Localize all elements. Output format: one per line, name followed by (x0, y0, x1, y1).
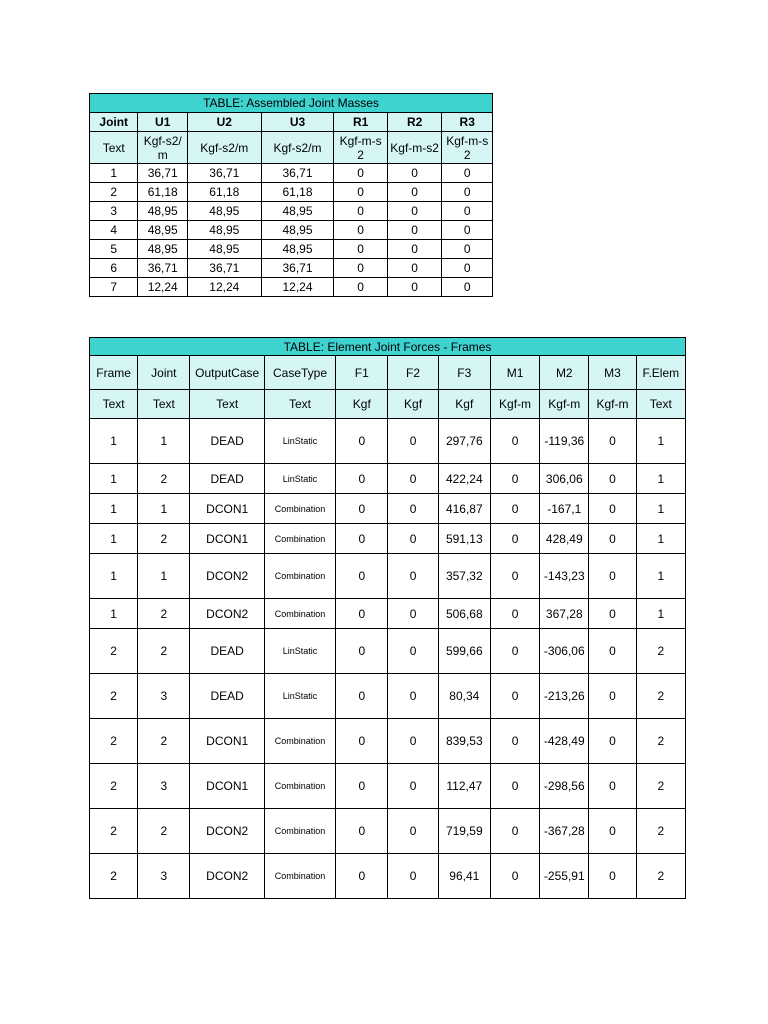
table-cell: 2 (636, 719, 685, 764)
table-cell: 0 (589, 719, 636, 764)
table-cell: -167,1 (540, 494, 589, 524)
table-cell: 0 (490, 809, 539, 854)
table-cell: 0 (490, 494, 539, 524)
table-cell: -119,36 (540, 419, 589, 464)
table-row (90, 764, 686, 809)
table-cell: -213,26 (540, 674, 589, 719)
table-cell: 0 (442, 221, 493, 240)
table-cell: 0 (388, 494, 438, 524)
column-unit: Kgf (336, 390, 388, 419)
column-header: R3 (442, 113, 493, 132)
table-cell: 2 (636, 629, 685, 674)
column-header: Joint (138, 356, 190, 390)
table-cell: 0 (387, 240, 442, 259)
table-cell: LinStatic (264, 674, 335, 719)
table-row (90, 259, 493, 278)
table-cell: 48,95 (138, 202, 187, 221)
table-cell: 48,95 (187, 202, 261, 221)
table-cell: 80,34 (438, 674, 490, 719)
table-cell: 0 (388, 719, 438, 764)
table-cell: 2 (90, 809, 138, 854)
table-cell: -298,56 (540, 764, 589, 809)
table-cell: 0 (336, 719, 388, 764)
assembled-joint-masses-table (89, 93, 493, 297)
table-cell: -143,23 (540, 554, 589, 599)
table-cell: 367,28 (540, 599, 589, 629)
table-cell: 839,53 (438, 719, 490, 764)
table-cell: 48,95 (138, 221, 187, 240)
table-cell: 0 (490, 464, 539, 494)
table-title-row (90, 338, 686, 356)
table-cell: Combination (264, 524, 335, 554)
table-cell: 0 (388, 524, 438, 554)
table-cell: -367,28 (540, 809, 589, 854)
table-cell: 2 (90, 183, 138, 202)
table-cell: 0 (490, 854, 539, 899)
table-cell: -255,91 (540, 854, 589, 899)
table-cell: 428,49 (540, 524, 589, 554)
table-cell: 0 (388, 764, 438, 809)
table-cell: 357,32 (438, 554, 490, 599)
table-cell: 2 (90, 854, 138, 899)
header-row (90, 113, 493, 132)
table-cell: 48,95 (187, 221, 261, 240)
table-row (90, 674, 686, 719)
table-row (90, 599, 686, 629)
table-cell: 0 (589, 674, 636, 719)
column-unit: Text (264, 390, 335, 419)
table-cell: DCON1 (190, 494, 264, 524)
table-cell: 0 (336, 854, 388, 899)
table-cell: 0 (589, 809, 636, 854)
table-row (90, 419, 686, 464)
table-cell: 61,18 (261, 183, 334, 202)
table-cell: 0 (336, 764, 388, 809)
table-cell: Combination (264, 854, 335, 899)
table-cell: DCON2 (190, 599, 264, 629)
table-cell: 1 (138, 554, 190, 599)
table-cell: 0 (442, 202, 493, 221)
table-cell: 61,18 (138, 183, 187, 202)
table-cell: DCON2 (190, 809, 264, 854)
units-row (90, 390, 686, 419)
table-cell: 0 (388, 554, 438, 599)
column-header: CaseType (264, 356, 335, 390)
column-unit: Kgf-m (540, 390, 589, 419)
table-cell: 0 (334, 183, 388, 202)
table-cell: 416,87 (438, 494, 490, 524)
table-title: TABLE: Assembled Joint Masses (90, 94, 493, 113)
element-joint-forces-table (89, 337, 686, 899)
table-cell: -306,06 (540, 629, 589, 674)
table-cell: 2 (636, 764, 685, 809)
table-cell: 0 (334, 221, 388, 240)
table-row (90, 240, 493, 259)
table-cell: LinStatic (264, 629, 335, 674)
table-cell: 0 (388, 629, 438, 674)
table-row (90, 221, 493, 240)
table-cell: 422,24 (438, 464, 490, 494)
table-cell: 0 (387, 278, 442, 297)
table-cell: 1 (636, 419, 685, 464)
table-cell: 0 (589, 629, 636, 674)
table-cell: 0 (490, 629, 539, 674)
table-row (90, 202, 493, 221)
table-cell: 48,95 (138, 240, 187, 259)
table-cell: 0 (336, 554, 388, 599)
table-cell: 36,71 (187, 259, 261, 278)
table-cell: 0 (589, 494, 636, 524)
table-cell: 0 (388, 674, 438, 719)
table-cell: Combination (264, 809, 335, 854)
table-cell: 0 (589, 854, 636, 899)
table-cell: 12,24 (187, 278, 261, 297)
table-cell: 48,95 (261, 240, 334, 259)
table-cell: 2 (90, 764, 138, 809)
table-title-row (90, 94, 493, 113)
table-cell: 1 (636, 599, 685, 629)
table-cell: 12,24 (138, 278, 187, 297)
table-cell: 1 (90, 494, 138, 524)
table-cell: 2 (90, 674, 138, 719)
table-cell: 0 (442, 259, 493, 278)
table-cell: 0 (336, 674, 388, 719)
table-cell: 1 (636, 554, 685, 599)
table-cell: 0 (442, 183, 493, 202)
table-cell: Combination (264, 554, 335, 599)
units-row (90, 132, 493, 164)
table-cell: 0 (387, 259, 442, 278)
column-unit: Text (190, 390, 264, 419)
table-cell: 1 (90, 599, 138, 629)
table-cell: 96,41 (438, 854, 490, 899)
table-cell: 0 (387, 183, 442, 202)
table-cell: 0 (334, 278, 388, 297)
column-unit: Text (90, 132, 138, 164)
table-cell: 0 (442, 278, 493, 297)
column-header: M1 (490, 356, 539, 390)
table-cell: 1 (90, 464, 138, 494)
table-cell: 297,76 (438, 419, 490, 464)
table-cell: 0 (336, 494, 388, 524)
column-unit: Text (636, 390, 685, 419)
column-header: U3 (261, 113, 334, 132)
table-cell: 1 (90, 524, 138, 554)
table-cell: 0 (334, 259, 388, 278)
column-header: OutputCase (190, 356, 264, 390)
header-row (90, 356, 686, 390)
table-title: TABLE: Element Joint Forces - Frames (90, 338, 686, 356)
column-header: U2 (187, 113, 261, 132)
column-unit: Kgf-m (589, 390, 636, 419)
column-unit: Kgf-s2/m (138, 132, 187, 164)
table-cell: 0 (336, 599, 388, 629)
table-cell: Combination (264, 494, 335, 524)
table-cell: 0 (589, 599, 636, 629)
column-header: M2 (540, 356, 589, 390)
table-cell: DEAD (190, 629, 264, 674)
table-cell: 0 (490, 764, 539, 809)
table-cell: 3 (138, 854, 190, 899)
table-cell: 2 (90, 719, 138, 764)
table-cell: 6 (90, 259, 138, 278)
table-cell: 2 (138, 629, 190, 674)
table-cell: 306,06 (540, 464, 589, 494)
table-cell: 0 (442, 240, 493, 259)
table-row (90, 278, 493, 297)
table-cell: 48,95 (261, 202, 334, 221)
table-cell: 61,18 (187, 183, 261, 202)
table-cell: 1 (138, 494, 190, 524)
table-cell: 0 (336, 464, 388, 494)
table-cell: 0 (490, 674, 539, 719)
table-row (90, 854, 686, 899)
table-cell: 4 (90, 221, 138, 240)
table-row (90, 629, 686, 674)
column-unit: Kgf-m (490, 390, 539, 419)
table-cell: -428,49 (540, 719, 589, 764)
table-cell: 1 (90, 419, 138, 464)
table-cell: 0 (334, 240, 388, 259)
table-cell: 3 (90, 202, 138, 221)
table-cell: 3 (138, 764, 190, 809)
table-cell: 0 (589, 464, 636, 494)
table-cell: DEAD (190, 419, 264, 464)
table-cell: 1 (138, 419, 190, 464)
table-cell: 2 (138, 524, 190, 554)
table-cell: 719,59 (438, 809, 490, 854)
table-cell: 2 (138, 719, 190, 764)
column-unit: Kgf-m-s2 (334, 132, 388, 164)
table-cell: 2 (138, 809, 190, 854)
column-header: U1 (138, 113, 187, 132)
column-header: M3 (589, 356, 636, 390)
column-unit: Kgf-m-s2 (442, 132, 493, 164)
table-cell: 599,66 (438, 629, 490, 674)
table-cell: DCON2 (190, 854, 264, 899)
table-cell: 0 (490, 419, 539, 464)
column-unit: Text (90, 390, 138, 419)
column-header: F1 (336, 356, 388, 390)
table-cell: 0 (589, 554, 636, 599)
table-cell: 0 (334, 164, 388, 183)
table-cell: 36,71 (187, 164, 261, 183)
table-cell: 0 (388, 419, 438, 464)
table-row (90, 809, 686, 854)
table-cell: 1 (636, 494, 685, 524)
table-cell: 12,24 (261, 278, 334, 297)
table-cell: 7 (90, 278, 138, 297)
table-cell: 2 (636, 674, 685, 719)
table-cell: 0 (589, 419, 636, 464)
column-header: F3 (438, 356, 490, 390)
table-cell: 0 (388, 464, 438, 494)
table-cell: 0 (490, 554, 539, 599)
table-cell: DCON1 (190, 719, 264, 764)
table-cell: 48,95 (187, 240, 261, 259)
table-cell: 2 (636, 854, 685, 899)
table-cell: 0 (490, 524, 539, 554)
table-cell: 36,71 (261, 164, 334, 183)
column-header: R1 (334, 113, 388, 132)
column-header: Joint (90, 113, 138, 132)
table-cell: 506,68 (438, 599, 490, 629)
column-header: F2 (388, 356, 438, 390)
table-cell: 0 (442, 164, 493, 183)
table-cell: 48,95 (261, 221, 334, 240)
column-unit: Kgf-s2/m (187, 132, 261, 164)
table-cell: 36,71 (138, 259, 187, 278)
table-cell: 3 (138, 674, 190, 719)
table-cell: Combination (264, 599, 335, 629)
table-cell: LinStatic (264, 419, 335, 464)
table-cell: 0 (336, 419, 388, 464)
table-row (90, 183, 493, 202)
table-cell: 1 (636, 524, 685, 554)
table-cell: 0 (490, 599, 539, 629)
table-cell: 0 (336, 524, 388, 554)
table-cell: Combination (264, 764, 335, 809)
table-row (90, 719, 686, 764)
table-cell: 1 (636, 464, 685, 494)
table-cell: 0 (388, 854, 438, 899)
table-row (90, 494, 686, 524)
table-cell: 0 (387, 202, 442, 221)
table-row (90, 524, 686, 554)
table-cell: 0 (589, 764, 636, 809)
column-unit: Text (138, 390, 190, 419)
table-cell: 2 (138, 599, 190, 629)
table-cell: 2 (138, 464, 190, 494)
column-unit: Kgf (438, 390, 490, 419)
table-cell: 0 (336, 809, 388, 854)
table-cell: DEAD (190, 464, 264, 494)
table-row (90, 554, 686, 599)
table-cell: 0 (336, 629, 388, 674)
table-cell: 1 (90, 554, 138, 599)
column-unit: Kgf-m-s2 (387, 132, 442, 164)
table-cell: 2 (636, 809, 685, 854)
table-cell: 36,71 (138, 164, 187, 183)
table-cell: 0 (490, 719, 539, 764)
table-cell: LinStatic (264, 464, 335, 494)
table-row (90, 464, 686, 494)
table-cell: DCON1 (190, 764, 264, 809)
column-header: Frame (90, 356, 138, 390)
table-cell: 36,71 (261, 259, 334, 278)
table-cell: 0 (388, 599, 438, 629)
table-cell: 0 (334, 202, 388, 221)
table-cell: 0 (387, 164, 442, 183)
column-unit: Kgf-s2/m (261, 132, 334, 164)
column-header: F.Elem (636, 356, 685, 390)
table-cell: 0 (589, 524, 636, 554)
column-unit: Kgf (388, 390, 438, 419)
table-row (90, 164, 493, 183)
table-cell: 112,47 (438, 764, 490, 809)
table-cell: Combination (264, 719, 335, 764)
table-cell: 0 (388, 809, 438, 854)
table-cell: 5 (90, 240, 138, 259)
column-header: R2 (387, 113, 442, 132)
table-cell: 0 (387, 221, 442, 240)
table-cell: 1 (90, 164, 138, 183)
table-cell: DEAD (190, 674, 264, 719)
table-cell: 2 (90, 629, 138, 674)
table-cell: DCON2 (190, 554, 264, 599)
table-cell: 591,13 (438, 524, 490, 554)
table-cell: DCON1 (190, 524, 264, 554)
